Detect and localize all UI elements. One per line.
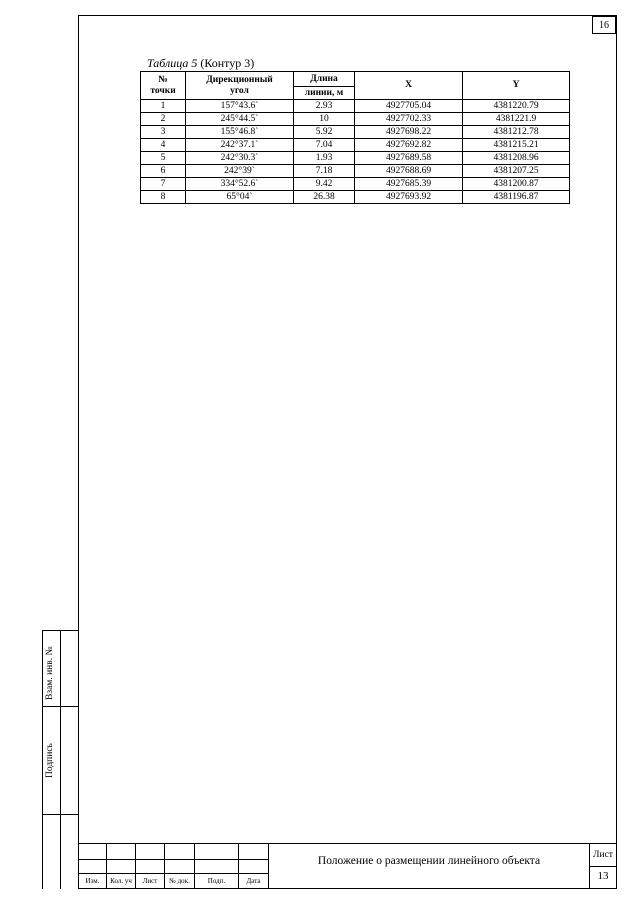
header-angle-top: Дирекционный [206, 74, 273, 85]
signature-label: Подпись [45, 743, 55, 778]
cell-x: 4927693.92 [355, 191, 463, 204]
header-point-top: № [158, 74, 168, 85]
cell-angle: 157°43.6` [186, 100, 294, 113]
cell-x: 4927705.04 [355, 100, 463, 113]
coordinates-table [140, 71, 570, 204]
sheet-label: Лист [593, 850, 613, 860]
cell-angle: 242°37.1` [186, 139, 294, 152]
cell-point: 6 [141, 165, 186, 178]
table-row [141, 113, 570, 126]
cell-x: 4927702.33 [355, 113, 463, 126]
table-row [141, 152, 570, 165]
header-angle-bottom: угол [230, 85, 249, 96]
header-length-bottom: линии, м [294, 87, 355, 100]
title-block-col-sign: Подп. [207, 877, 226, 885]
cell-angle: 155°46.8` [186, 126, 294, 139]
table-row [141, 126, 570, 139]
title-block-col-date: Дата [246, 877, 261, 885]
replace-inventory-label: Взам. инв. № [45, 646, 55, 700]
cell-point: 7 [141, 178, 186, 191]
table-row [141, 139, 570, 152]
table-row [141, 178, 570, 191]
cell-y: 4381220.79 [463, 100, 570, 113]
cell-length: 9.42 [294, 178, 355, 191]
table-caption-prefix: Таблица 5 [147, 56, 198, 70]
cell-y: 4381208.96 [463, 152, 570, 165]
title-block-col-izm: Изм. [85, 877, 100, 885]
table-caption [147, 56, 254, 71]
title-block-col-list: Лист [142, 877, 158, 885]
cell-y: 4381196.87 [463, 191, 570, 204]
cell-length: 1.93 [294, 152, 355, 165]
cell-point: 2 [141, 113, 186, 126]
cell-x: 4927689.58 [355, 152, 463, 165]
sheet-number: 13 [597, 870, 609, 882]
cell-angle: 242°30.3` [186, 152, 294, 165]
cell-x: 4927685.39 [355, 178, 463, 191]
cell-point: 3 [141, 126, 186, 139]
cell-angle: 65°04` [186, 191, 294, 204]
cell-length: 26.38 [294, 191, 355, 204]
cell-length: 2.93 [294, 100, 355, 113]
cell-x: 4927688.69 [355, 165, 463, 178]
title-block-col-doc: № док. [169, 877, 190, 885]
cell-point: 1 [141, 100, 186, 113]
cell-y: 4381207.25 [463, 165, 570, 178]
header-y: Y [463, 72, 570, 100]
page-number: 16 [592, 16, 616, 34]
table-row [141, 191, 570, 204]
cell-y: 4381200.87 [463, 178, 570, 191]
header-point [141, 72, 186, 100]
cell-x: 4927692.82 [355, 139, 463, 152]
cell-point: 8 [141, 191, 186, 204]
cell-x: 4927698.22 [355, 126, 463, 139]
header-length-top: Длина [294, 72, 355, 87]
cell-length: 10 [294, 113, 355, 126]
document-title: Положение о размещении линейного объекта [317, 855, 541, 867]
cell-angle: 242°39` [186, 165, 294, 178]
table-row [141, 100, 570, 113]
title-block-col-kol: Кол. уч [110, 877, 132, 885]
cell-point: 5 [141, 152, 186, 165]
header-x: X [355, 72, 463, 100]
cell-length: 7.04 [294, 139, 355, 152]
header-angle [186, 72, 294, 100]
table-caption-suffix: (Контур 3) [197, 56, 255, 70]
cell-point: 4 [141, 139, 186, 152]
cell-y: 4381221.9 [463, 113, 570, 126]
cell-length: 5.92 [294, 126, 355, 139]
cell-length: 7.18 [294, 165, 355, 178]
table-row [141, 165, 570, 178]
cell-y: 4381215.21 [463, 139, 570, 152]
cell-angle: 245°44.5` [186, 113, 294, 126]
cell-angle: 334°52.6` [186, 178, 294, 191]
header-point-bottom: точки [150, 85, 176, 96]
cell-y: 4381212.78 [463, 126, 570, 139]
